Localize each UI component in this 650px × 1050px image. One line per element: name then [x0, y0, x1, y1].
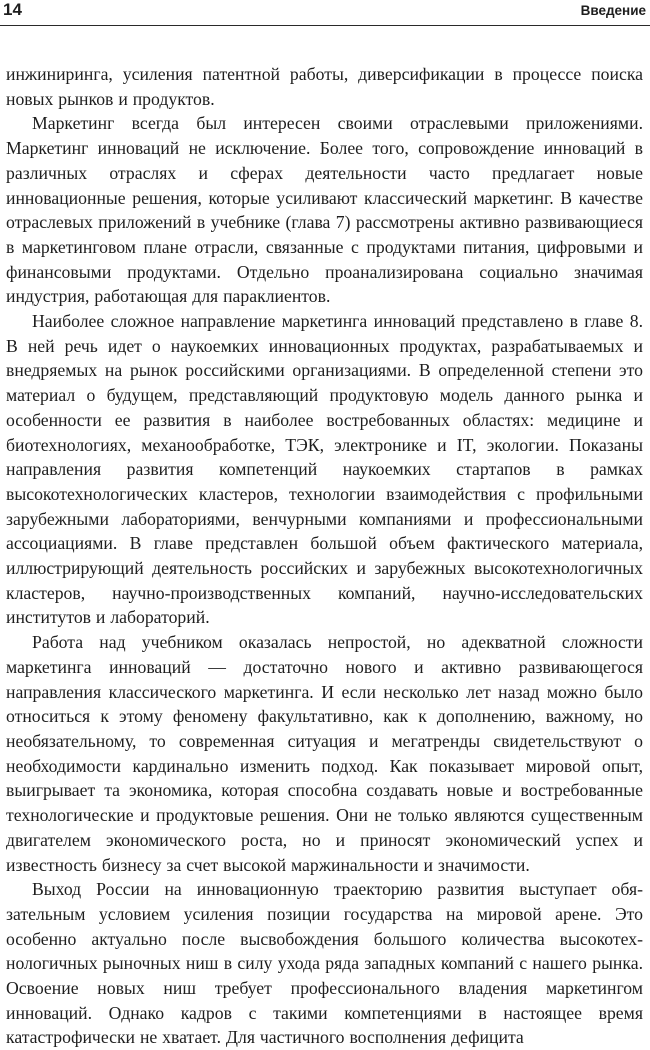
body-text — [6, 62, 643, 1050]
paragraph-high-tech-products: Наиболее сложное направление маркетинга инноваций представлено в главе 8. В ней речь идет о наукоемких инновационных продуктах, разрабатываемых и внедряемых на рынок российскими организациями. В определенной степени это материал о будущем, представляющий продуктовую модель данного рынка и особенности ее развития в наиболее востребованных областях: медицине и биотехнологиях, механообработке, ТЭК, электронике и IT, экологии. Показаны направления развития компетенций наукоемких стартапов в рамках высокотехнологических кластеров, технологии взаимодействия с профильными зарубежными лабораториями, венчурными компаниями и профессиональными ассоциациями. В главе представлен большой объем фактического материала, иллюстрирующий деятельность российских и зарубежных высокотехнологичных кластеров, научно-производственных компаний, научно-исследовательских институтов и лабораторий. — [6, 311, 643, 628]
paragraph-industry-applications: Маркетинг всегда был интересен своими отраслевыми приложениями. Маркетинг инноваций не исключение. Более того, сопровождение инноваций в различных отраслях и сферах деятельности часто предлагает новые инновационные решения, которые усиливают классический маркетинг. В качестве отраслевых приложений в учебнике (глава 7) рассмотрены активно развивающиеся в маркетинговом плане отрасли, связанные с продуктами питания, цифровыми и финансовыми продуктами. Отдельно проанализирована социально значимая индустрия, работающая для параклиентов. — [6, 113, 643, 307]
page-number: 14 — [3, 0, 22, 19]
paragraph-continued: инжиниринга, усиления патентной работы, диверсификации в процессе поиска новых рынков и продуктов. — [6, 64, 643, 109]
running-header — [0, 0, 650, 26]
paragraph-textbook-work: Работа над учебником оказалась непростой, но адекватной сложности маркетинга инноваций — достаточно нового и активно развивающегося направления классического маркетинга. И если несколько лет назад можно было относиться к этому феномену факультативно, как к дополнению, важному, но необязательному, то современная ситуация и мегатренды свидетельствуют о необходимости кардинально изменить подход. Как показывает мировой опыт, выигрывает та экономика, которая способна создавать новые и востребованные технологические и продуктовые решения. Они не только являются существенным двигателем экономического роста, но и приносят экономический успех и известность бизнесу за счет высокой маржинальности и значимости. — [6, 632, 643, 875]
paragraph-russia-innovation: Выход России на инновационную траекторию развития выступает обязательным условием усиления позиции государства на мировой арене. Это особенно актуально после высвобождения большого количества высокотехнологичных рыночных ниш в силу ухода ряда западных компаний с нашего рынка. Освоение новых ниш требует профессионального владения маркетингом инноваций. Однако кадров с такими компетенциями в настоящее время катастрофически не хватает. Для частичного восполнения дефицита — [6, 879, 643, 1048]
section-title: Введение — [580, 3, 646, 18]
